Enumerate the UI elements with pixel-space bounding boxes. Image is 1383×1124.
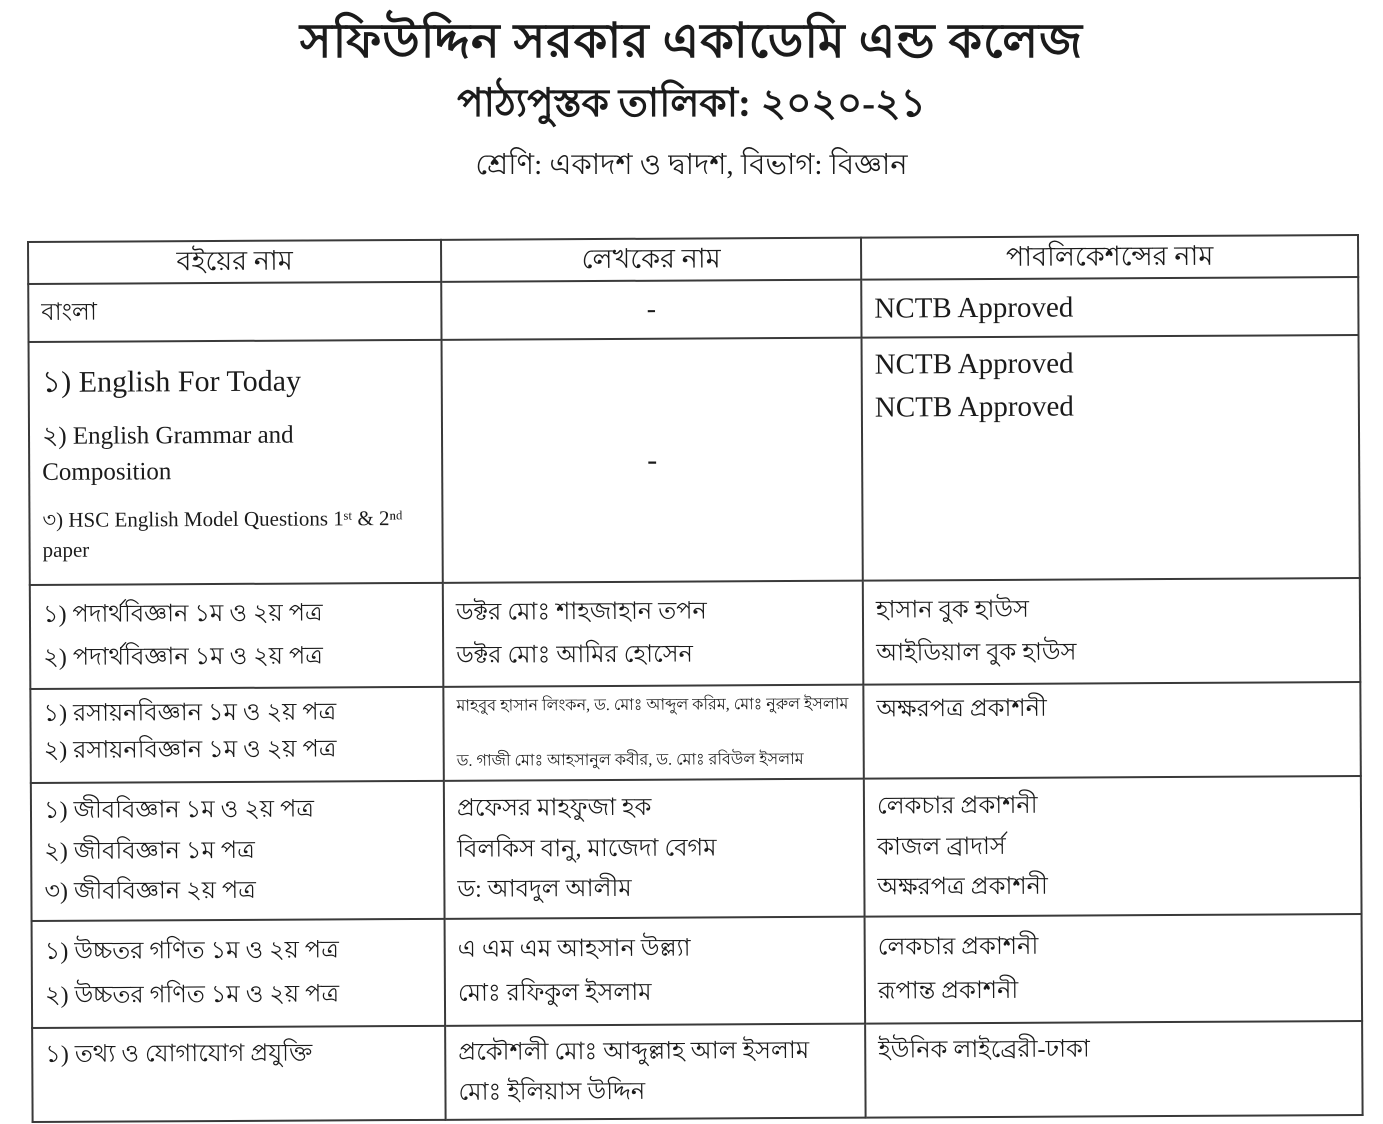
publisher-cell [865,1021,1362,1118]
table-row [30,682,1360,783]
column-header-author-name: লেখকের নাম [441,238,861,282]
book-line: ২) জীববিজ্ঞান ১ম পত্র [44,837,255,865]
table-row [32,914,1363,1028]
publisher-line: রূপান্ত প্রকাশনী [877,977,1019,1005]
author-line: ডক্টর মোঃ শাহজাহান তপন [455,598,707,626]
book-line: বাংলা [41,299,97,326]
document-header [0,0,1383,191]
book-line: ১) তথ্য ও যোগাযোগ প্রযুক্তি [45,1040,313,1068]
author-cell [442,338,863,583]
book-line: ২) English Grammar and Composition [41,421,294,486]
publisher-line: লেকচার প্রকাশনী [876,792,1038,820]
author-cell [441,280,861,340]
table-row [32,1021,1362,1123]
publisher-line: ইউনিক লাইব্রেরী-ঢাকা [878,1036,1090,1064]
publisher-cell [864,776,1362,917]
book-cell [28,282,441,342]
book-cell [30,686,443,783]
table-row [30,578,1361,689]
book-cell [32,919,446,1028]
author-line: বিলকিস বানু, মাজেদা বেগম [457,835,717,863]
table-row [28,277,1358,342]
author-line: মাহবুব হাসান লিংকন, ড. মোঃ আব্দুল করিম, মোঃ নুরুল ইসলাম [456,695,849,715]
book-line: ২) পদার্থবিজ্ঞান ১ম ও ২য় পত্র [43,643,323,671]
book-line: ২) উচ্চতর গণিত ১ম ও ২য় পত্র [44,981,340,1010]
book-cell [32,1026,445,1123]
author-cell [443,581,864,687]
book-line: ১) উচ্চতর গণিত ১ম ও ২য় পত্র [44,937,339,966]
author-line: ড. গাজী মোঃ আহসানুল কবীর, ড. মোঃ রবিউল ইসলাম [456,750,804,770]
author-line: মোঃ রফিকুল ইসলাম [457,979,652,1007]
table-header-row [28,235,1358,284]
publisher-line: লেকচার প্রকাশনী [877,934,1039,961]
author-cell [445,917,866,1026]
author-line: ডক্টর মোঃ আমির হোসেন [456,641,693,669]
publisher-cell [861,277,1358,338]
publisher-line: অক্ষরপত্র প্রকাশনী [876,695,1047,723]
publisher-line: কাজল ব্রাদার্স [877,833,1006,861]
book-cell [31,781,445,922]
author-cell [443,684,863,781]
author-cell [445,1024,865,1121]
author-line: মোঃ ইলিয়াস উদ্দিন [458,1078,646,1106]
publisher-cell [863,682,1360,779]
author-line: ড: আবদুল আলীম [457,876,632,904]
class-division-line: শ্রেণি: একাদশ ও দ্বাদশ, বিভাগ: বিজ্ঞান [475,149,908,182]
publisher-line: আইডিয়াল বুক হাউস [876,639,1077,667]
book-line: ১) রসায়নবিজ্ঞান ১ম ও ২য় পত্র [43,698,337,727]
school-name-title: সফিউদ্দিন সরকার একাডেমি এন্ড কলেজ [299,15,1084,68]
book-line: ২) রসায়নবিজ্ঞান ১ম ও ২য় পত্র [43,736,337,765]
book-line: ১) English For Today [41,364,302,400]
author-line: প্রকৌশলী মোঃ আব্দুল্লাহ আল ইসলাম [458,1037,810,1066]
author-line: - [647,443,658,477]
publisher-line: হাসান বুক হাউস [875,596,1029,624]
column-header-book-name: বইয়ের নাম [28,240,441,284]
book-line: ১) পদার্থবিজ্ঞান ১ম ও ২য় পত্র [42,600,323,628]
book-cell [29,340,443,585]
publisher-line: NCTB Approved [874,291,1074,325]
publisher-line: NCTB Approved [874,390,1074,424]
book-line: ৩) জীববিজ্ঞান ২য় পত্র [44,878,256,906]
publisher-line: অক্ষরপত্র প্রকাশনী [877,874,1048,902]
publisher-line: NCTB Approved [874,347,1074,381]
publisher-cell [862,335,1360,580]
table-row [31,776,1362,921]
author-cell [444,779,865,920]
booklist-title: পাঠ্যপুস্তক তালিকা: ২০২০-২১ [457,82,926,126]
book-line: ১) জীববিজ্ঞান ১ম ও ২য় পত্র [43,796,315,824]
table-row [29,335,1360,585]
author-line: প্রফেসর মাহফুজা হক [456,794,652,822]
book-line: ৩) HSC English Model Questions 1ˢᵗ & 2ⁿᵈ paper [42,506,403,563]
author-line: - [646,293,657,325]
textbook-table [27,234,1364,1123]
publisher-cell [863,578,1361,684]
column-header-publisher-name: পাবলিকেশন্সের নাম [861,235,1358,280]
publisher-cell [865,914,1363,1023]
book-cell [30,583,444,689]
author-line: এ এম এম আহসান উল্ল্যা [457,935,691,964]
